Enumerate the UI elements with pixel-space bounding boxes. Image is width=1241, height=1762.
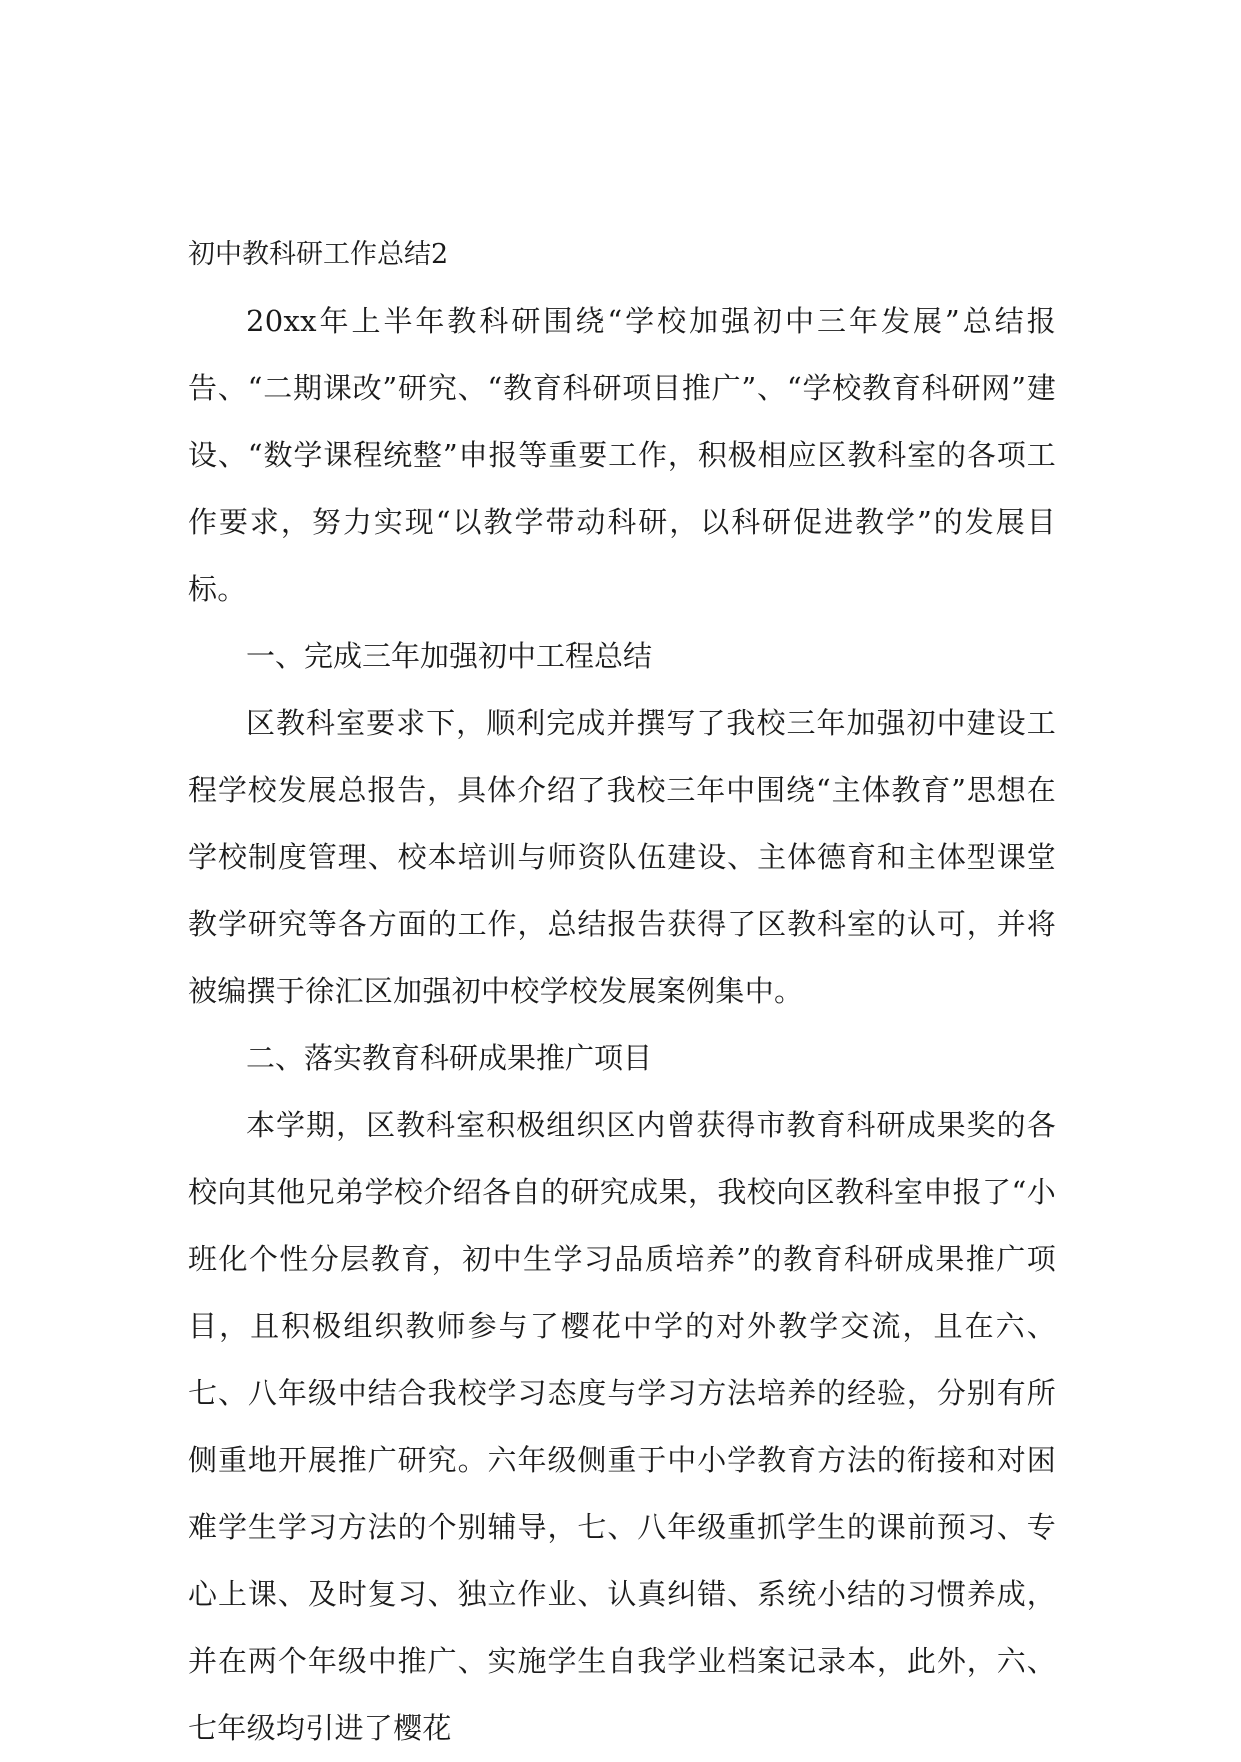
section-heading-2: 二、落实教育科研成果推广项目 [246, 1041, 653, 1075]
paragraph-intro: 20xx年上半年教科研围绕“学校加强初中三年发展”总结报告、“二期课改”研究、“教育科研项目推广”、“学校教育科研网”建设、“数学课程统整”申报等重要工作，积极相应区教科室的各项工作要求，努力实现“以教学带动科研，以科研促进教学”的发展目标。 [188, 304, 1056, 606]
paragraph-section-2: 本学期，区教科室积极组织区内曾获得市教育科研成果奖的各校向其他兄弟学校介绍各自的研究成果，我校向区教科室申报了“小班化个性分层教育，初中生学习品质培养”的教育科研成果推广项目，且积极组织教师参与了樱花中学的对外教学交流，且在六、七、八年级中结合我校学习态度与学习方法培养的经验，分别有所侧重地开展推广研究。六年级侧重于中小学教育方法的衔接和对困难学生学习方法的个别辅导，七、八年级重抓学生的课前预习、专心上课、及时复习、独立作业、认真纠错、系统小结的习惯养成，并在两个年级中推广、实施学生自我学业档案记录本，此外，六、七年级均引进了樱花 [188, 1108, 1056, 1745]
section-heading-1: 一、完成三年加强初中工程总结 [246, 639, 653, 673]
document-title: 初中教科研工作总结2 [188, 239, 449, 270]
paragraph-section-1: 区教科室要求下，顺利完成并撰写了我校三年加强初中建设工程学校发展总报告，具体介绍了我校三年中围绕“主体教育”思想在学校制度管理、校本培训与师资队伍建设、主体德育和主体型课堂教学研究等各方面的工作，总结报告获得了区教科室的认可，并将被编撰于徐汇区加强初中校学校发展案例集中。 [188, 706, 1056, 1008]
document-body [188, 222, 1056, 1762]
